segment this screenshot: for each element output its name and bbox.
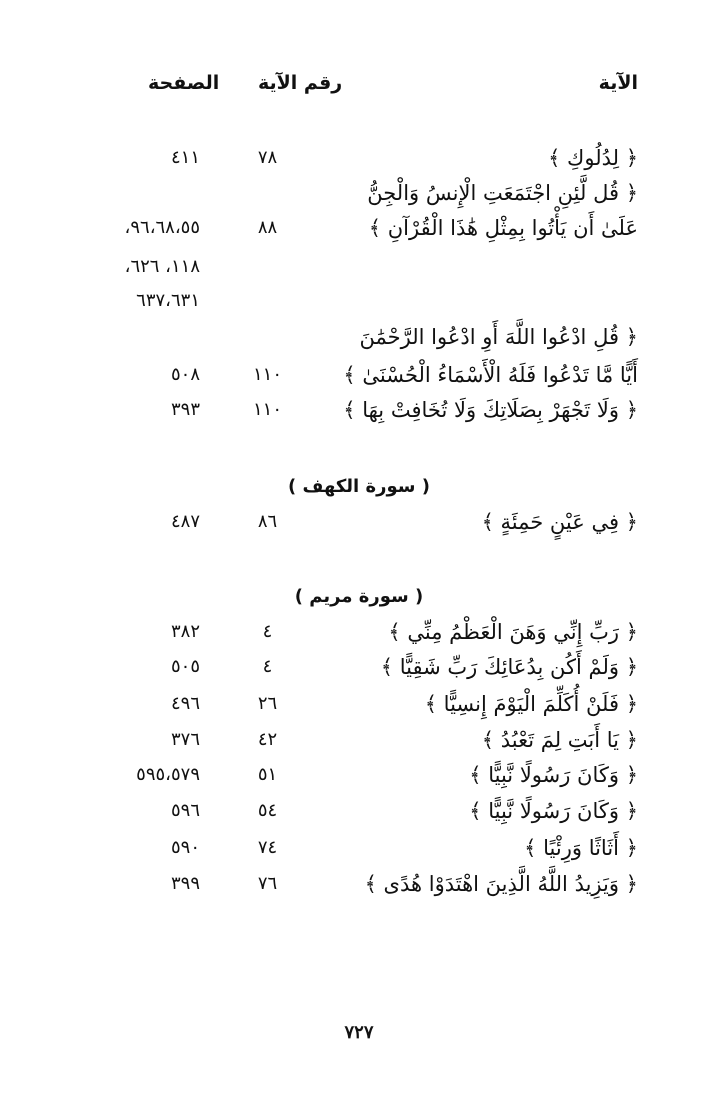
page-reference: ٦٣٧،٦٣١ [136, 290, 200, 311]
verse-text: ﴿ يَا أَبَتِ لِمَ تَعْبُدُ ﴾ [481, 728, 638, 752]
verse-text: ﴿ قُل لَّئِنِ اجْتَمَعَتِ الْإِنسُ وَالْجِنُّ [367, 181, 638, 205]
verse-text: ﴿ قُلِ ادْعُوا اللَّهَ أَوِ ادْعُوا الرَّحْمَٰنَ [359, 325, 638, 349]
table-row [0, 143, 718, 173]
page-reference: ٤٨٧ [170, 511, 200, 532]
page-reference: ٥٩٦ [170, 800, 200, 821]
verse-number: ١١٠ [252, 364, 282, 385]
verse-number: ٧٨ [257, 147, 278, 168]
column-header-verse-number: رقم الآية [258, 72, 343, 94]
table-row [0, 178, 718, 208]
column-header-verse: الآية [598, 72, 638, 94]
page-reference: ٥٠٨ [170, 364, 200, 385]
verse-text: ﴿ فِي عَيْنٍ حَمِئَةٍ ﴾ [481, 510, 638, 534]
verse-number: ٤ [262, 621, 273, 642]
verse-text: ﴿ أَثَاثًا وَرِئْيًا ﴾ [524, 836, 638, 860]
page-reference: ٣٩٩ [170, 873, 200, 894]
page-number: ٧٢٧ [344, 1022, 374, 1043]
table-row [0, 286, 718, 316]
section-title-maryam: ( سورة مريم ) [294, 586, 424, 607]
verse-text: ﴿ وَلَمْ أَكُن بِدُعَائِكَ رَبِّ شَقِيًّا ﴾ [380, 655, 638, 679]
table-row [0, 760, 718, 790]
table-row [0, 833, 718, 863]
verse-number: ٤٢ [257, 729, 278, 750]
verse-number: ١١٠ [252, 399, 282, 420]
verse-number: ٨٦ [257, 511, 278, 532]
verse-number: ٨٨ [257, 217, 278, 238]
verse-text: ﴿ وَيَزِيدُ اللَّهُ الَّذِينَ اهْتَدَوْا هُدًى ﴾ [364, 872, 638, 896]
page-reference: ٩٦،٦٨،٥٥، [124, 217, 200, 238]
verse-text: أَيًّا مَّا تَدْعُوا فَلَهُ الْأَسْمَاءُ الْحُسْنَىٰ ﴾ [343, 363, 638, 387]
table-row [0, 689, 718, 719]
table-row [0, 252, 718, 282]
verse-text: ﴿ وَلَا تَجْهَرْ بِصَلَاتِكَ وَلَا تُخَافِتْ بِهَا ﴾ [343, 398, 638, 422]
section-title-kahf: ( سورة الكهف ) [288, 476, 430, 497]
table-row [0, 796, 718, 826]
page-reference: ٥٠٥ [170, 656, 200, 677]
page-reference: ٤٩٦ [170, 693, 200, 714]
verse-text: عَلَىٰ أَن يَأْتُوا بِمِثْلِ هَٰذَا الْقُرْآنِ ﴾ [368, 216, 638, 240]
verse-text: ﴿ وَكَانَ رَسُولًا نَّبِيًّا ﴾ [469, 799, 638, 823]
verse-text: ﴿ لِدُلُوكِ ﴾ [548, 146, 638, 170]
page-reference: ٣٩٣ [170, 399, 200, 420]
verse-number: ٥١ [257, 764, 278, 785]
table-row [0, 652, 718, 682]
table-row [0, 617, 718, 647]
table-row [0, 869, 718, 899]
page-reference: ٣٨٢ [170, 621, 200, 642]
verse-number: ٤ [262, 656, 273, 677]
page-reference: ٣٧٦ [170, 729, 200, 750]
page-reference: ١١٨، ٦٢٦، [124, 256, 200, 277]
page-reference: ٥٩٠ [170, 837, 200, 858]
table-row [0, 725, 718, 755]
table-row [0, 507, 718, 537]
verse-text: ﴿ فَلَنْ أُكَلِّمَ الْيَوْمَ إِنسِيًّا ﴾ [424, 692, 638, 716]
table-row [0, 360, 718, 390]
verse-text: ﴿ رَبِّ إِنِّي وَهَنَ الْعَظْمُ مِنِّي ﴾ [388, 620, 638, 644]
verse-number: ٥٤ [257, 800, 278, 821]
verse-number: ٧٤ [257, 837, 278, 858]
table-row [0, 322, 718, 352]
verse-number: ٧٦ [257, 873, 278, 894]
verse-number: ٢٦ [257, 693, 278, 714]
page-reference: ٥٩٥،٥٧٩ [136, 764, 200, 785]
table-row [0, 395, 718, 425]
column-header-page: الصفحة [148, 72, 220, 94]
page-reference: ٤١١ [170, 147, 200, 168]
table-row [0, 213, 718, 243]
verse-text: ﴿ وَكَانَ رَسُولًا نَّبِيًّا ﴾ [469, 763, 638, 787]
